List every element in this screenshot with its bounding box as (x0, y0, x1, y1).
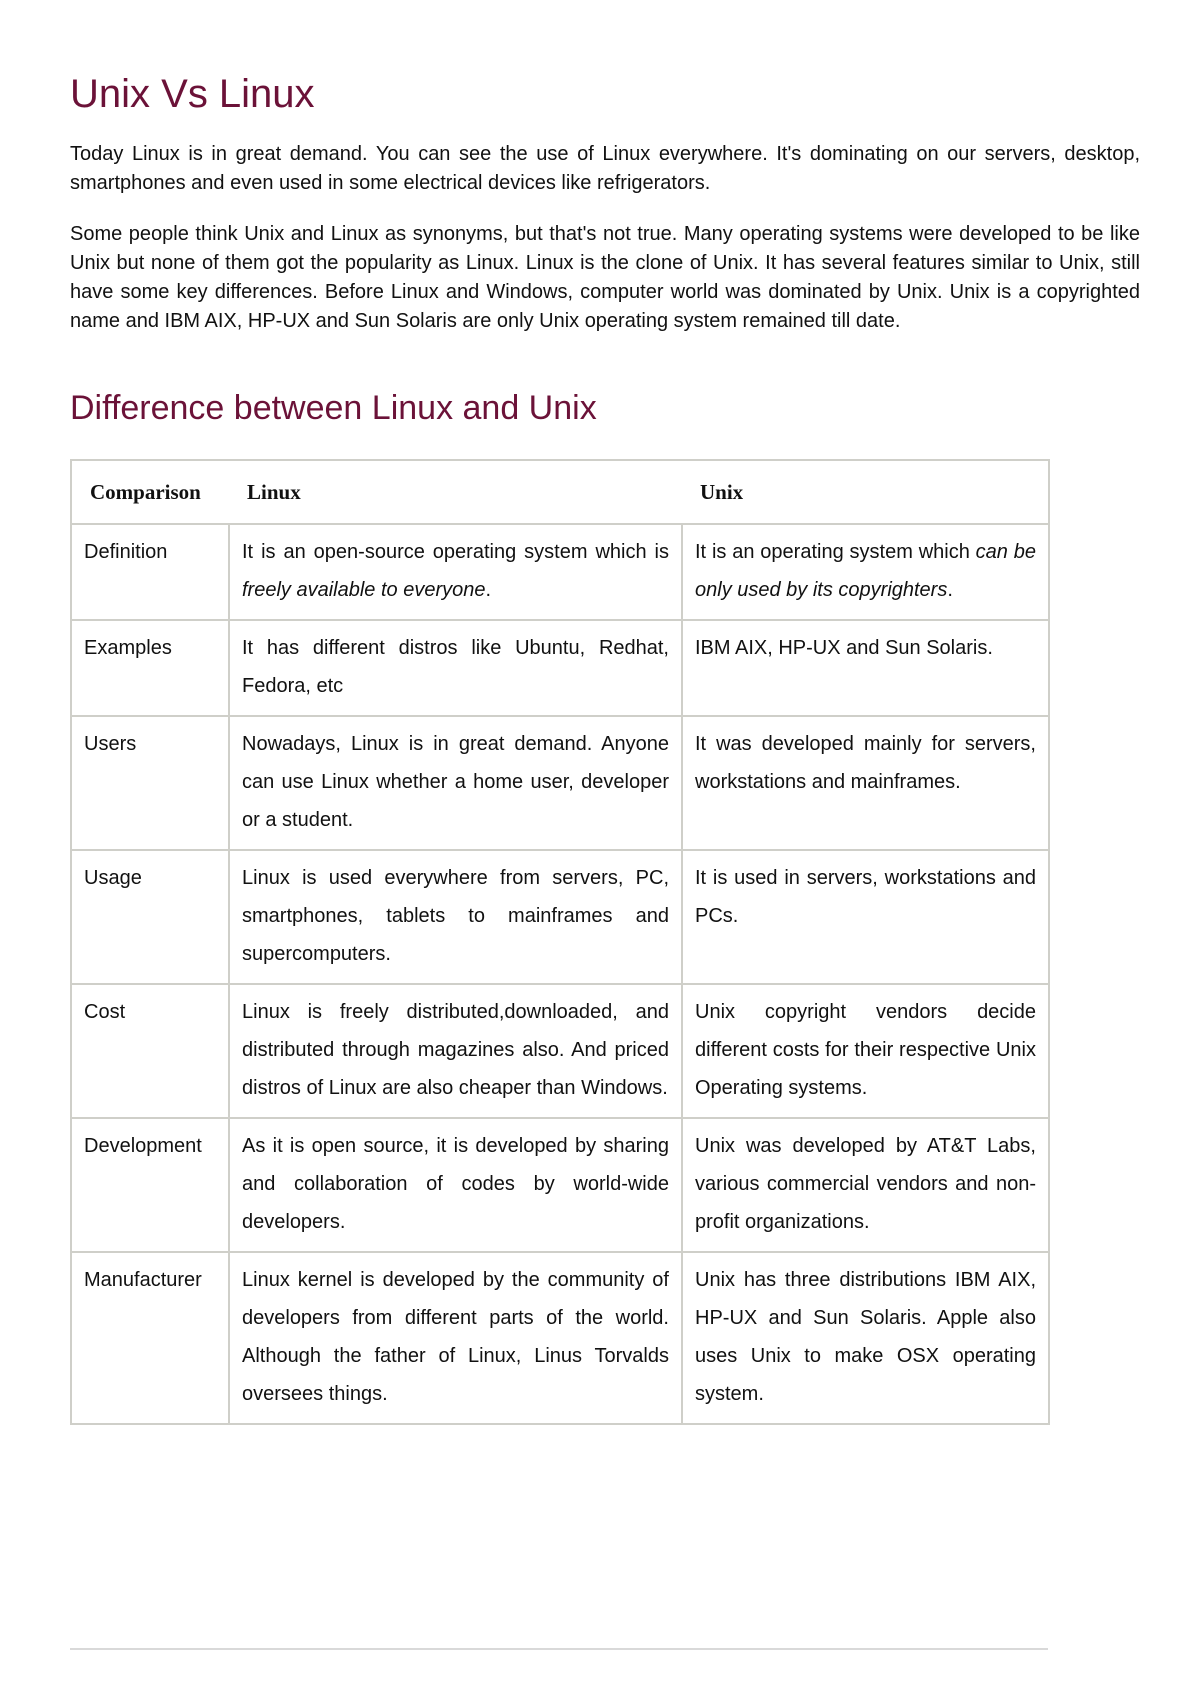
table-row (71, 620, 1049, 716)
document-page (70, 0, 1140, 1425)
header-comparison: Comparison (71, 460, 229, 524)
comparison-table (70, 459, 1050, 1425)
table-row (71, 1118, 1049, 1252)
linux-cell: Nowadays, Linux is in great demand. Anyone can use Linux whether a home user, developer or a student. (229, 716, 682, 850)
header-unix: Unix (682, 460, 1049, 524)
unix-cell: It is used in servers, workstations and PCs. (682, 850, 1049, 984)
linux-cell (229, 524, 682, 620)
row-label: Usage (71, 850, 229, 984)
table-row (71, 984, 1049, 1118)
intro-paragraph-1: Today Linux is in great demand. You can see the use of Linux everywhere. It's dominating on our servers, desktop, smartphones and even used in some electrical devices like refrigerators. (70, 143, 1140, 194)
unix-cell: IBM AIX, HP-UX and Sun Solaris. (682, 620, 1049, 716)
page-title: Unix Vs Linux (70, 72, 315, 116)
linux-cell: Linux is used everywhere from servers, PC, smartphones, tablets to mainframes and supercomputers. (229, 850, 682, 984)
linux-cell: Linux is freely distributed,downloaded, and distributed through magazines also. And priced distros of Linux are also cheaper than Windows. (229, 984, 682, 1118)
row-label: Development (71, 1118, 229, 1252)
unix-cell: It was developed mainly for servers, workstations and mainframes. (682, 716, 1049, 850)
linux-text: It is an open-source operating system which is (242, 540, 669, 563)
row-label: Manufacturer (71, 1252, 229, 1424)
linux-cell: As it is open source, it is developed by sharing and collaboration of codes by world-wide developers. (229, 1118, 682, 1252)
linux-cell: It has different distros like Ubuntu, Redhat, Fedora, etc (229, 620, 682, 716)
unix-cell: Unix copyright vendors decide different costs for their respective Unix Operating systems. (682, 984, 1049, 1118)
table-row (71, 1252, 1049, 1424)
section-title: Difference between Linux and Unix (70, 389, 597, 427)
table-row (71, 716, 1049, 850)
unix-cell: Unix was developed by AT&T Labs, various commercial vendors and non-profit organizations. (682, 1118, 1049, 1252)
table-row (71, 524, 1049, 620)
unix-text: It is an operating system which (695, 540, 976, 563)
row-label: Users (71, 716, 229, 850)
unix-emphasis: can be only used by its copyrighters (695, 540, 1036, 601)
unix-cell (682, 524, 1049, 620)
row-label: Cost (71, 984, 229, 1118)
unix-text-end: . (947, 578, 953, 601)
unix-cell: Unix has three distributions IBM AIX, HP-UX and Sun Solaris. Apple also uses Unix to make OSX operating system. (682, 1252, 1049, 1424)
footer-divider (70, 1648, 1048, 1650)
linux-emphasis: freely available to everyone (242, 578, 486, 601)
row-label: Definition (71, 524, 229, 620)
linux-cell: Linux kernel is developed by the community of developers from different parts of the world. Although the father of Linux, Linus Torvalds oversees things. (229, 1252, 682, 1424)
header-linux: Linux (229, 460, 682, 524)
table-header-row (71, 460, 1049, 524)
intro-paragraph-2: Some people think Unix and Linux as synonyms, but that's not true. Many operating systems were developed to be like Unix but none of them got the popularity as Linux. Linux is the clone of Unix. It has several features similar to Unix, still have some key differences. Before Linux and Windows, computer world was dominated by Unix. Unix is a copyrighted name and IBM AIX, HP-UX and Sun Solaris are only Unix operating system remained till date. (70, 223, 1140, 332)
linux-text-end: . (485, 578, 492, 601)
table-row (71, 850, 1049, 984)
row-label: Examples (71, 620, 229, 716)
